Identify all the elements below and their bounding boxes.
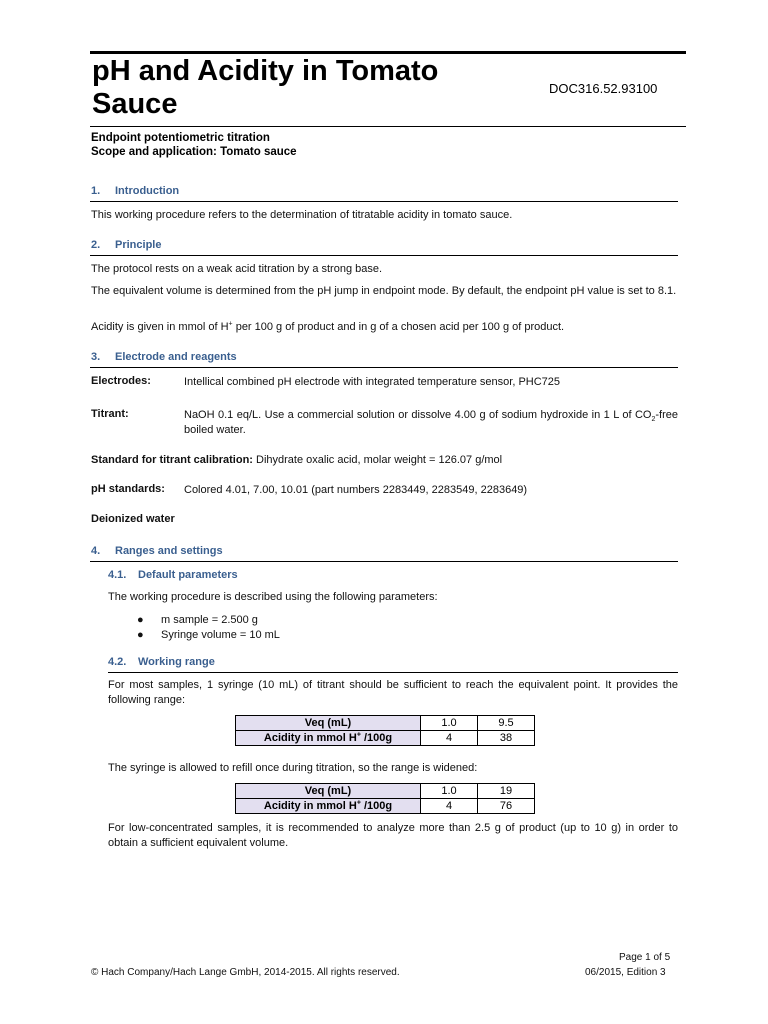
subsection-heading-default-parameters	[108, 569, 238, 581]
table-cell: Veq (mL)	[236, 716, 421, 731]
table-cell	[236, 731, 421, 746]
electrodes-value: Intellical combined pH electrode with integrated temperature sensor, PHC725	[184, 376, 561, 388]
subtitle-scope: Scope and application: Tomato sauce	[91, 146, 297, 158]
section-rule	[90, 561, 678, 562]
text-part: Acidity is given in mmol of H	[91, 321, 229, 333]
introduction-text: This working procedure refers to the determination of titratable acidity in tomato sauce.	[91, 209, 513, 221]
text-part: NaOH 0.1 eq/L. Use a commercial solution or dissolve 4.00 g of sodium hydroxide in 1 L of CO	[184, 409, 652, 421]
list-item-text: Syringe volume = 10 mL	[161, 629, 280, 641]
section-rule	[90, 367, 678, 368]
principle-paragraph-1: The protocol rests on a weak acid titration by a strong base.	[91, 263, 383, 275]
page-number: Page 1 of 5	[619, 952, 671, 963]
list-item	[137, 629, 280, 641]
document-id: DOC316.52.93100	[549, 81, 658, 96]
subsection-number: 4.1.	[108, 569, 127, 581]
ph-standards-label: pH standards:	[91, 483, 165, 495]
section-rule	[90, 255, 678, 256]
working-range-paragraph-2: The syringe is allowed to refill once during titration, so the range is widened:	[108, 762, 478, 774]
table-cell: 4	[421, 799, 478, 814]
table-row	[236, 784, 535, 799]
table-cell: 1.0	[421, 716, 478, 731]
section-number: 2.	[91, 239, 101, 251]
list-item-text: m sample = 2.500 g	[161, 614, 258, 626]
principle-paragraph-3	[91, 320, 678, 335]
subsection-title: Default parameters	[138, 569, 238, 581]
table-cell: 19	[478, 784, 535, 799]
subsection-number: 4.2.	[108, 656, 127, 668]
section-number: 1.	[91, 185, 101, 197]
top-rule	[90, 51, 686, 54]
section-heading-ranges-settings	[91, 545, 678, 557]
subscript: 2	[651, 416, 656, 424]
titrant-label: Titrant:	[91, 408, 129, 420]
table-row	[236, 716, 535, 731]
title-rule	[90, 126, 686, 127]
page-title	[92, 55, 512, 121]
table-row	[236, 731, 535, 746]
section-title: Ranges and settings	[115, 545, 223, 557]
subtitle-method: Endpoint potentiometric titration	[91, 132, 270, 144]
list-item	[137, 614, 258, 626]
range-table-refill	[235, 783, 535, 814]
section-heading-electrode-reagents	[91, 351, 678, 363]
text-part: /100g	[360, 800, 393, 812]
table-cell	[236, 799, 421, 814]
titrant-value	[184, 408, 678, 438]
bullet-icon: ●	[137, 614, 144, 626]
subsection-heading-working-range	[108, 656, 215, 668]
table-cell: 9.5	[478, 716, 535, 731]
copyright: © Hach Company/Hach Lange GmbH, 2014-2015. All rights reserved.	[91, 967, 400, 978]
section-title: Introduction	[115, 185, 180, 197]
standard-line	[91, 453, 678, 468]
superscript: +	[356, 799, 361, 807]
section-heading-principle	[91, 239, 678, 251]
superscript: +	[356, 731, 361, 739]
table-cell: Veq (mL)	[236, 784, 421, 799]
text-part: -free boiled water.	[184, 409, 678, 436]
bullet-icon: ●	[137, 629, 144, 641]
ph-standards-value: Colored 4.01, 7.00, 10.01 (part numbers 2283449, 2283549, 2283649)	[184, 484, 528, 496]
subsection-rule	[108, 672, 678, 673]
table-row	[236, 799, 535, 814]
principle-paragraph-2: The equivalent volume is determined from the pH jump in endpoint mode. By default, the endpoint pH value is set to 8.1.	[91, 285, 677, 297]
table-cell: 4	[421, 731, 478, 746]
working-range-paragraph-1: For most samples, 1 syringe (10 mL) of titrant should be sufficient to reach the equivalent point. It provides the following range:	[108, 679, 678, 706]
section-title: Electrode and reagents	[115, 351, 237, 363]
table-cell: 1.0	[421, 784, 478, 799]
deionized-water-label: Deionized water	[91, 513, 175, 525]
section-number: 3.	[91, 351, 101, 363]
electrodes-label: Electrodes:	[91, 375, 151, 387]
default-parameters-text: The working procedure is described using the following parameters:	[108, 591, 438, 603]
section-title: Principle	[115, 239, 162, 251]
section-number: 4.	[91, 545, 101, 557]
title-line-1: pH and Acidity in Tomato	[92, 55, 439, 87]
standard-value: Dihydrate oxalic acid, molar weight = 126.07 g/mol	[252, 454, 503, 466]
section-rule	[90, 201, 678, 202]
superscript: +	[228, 320, 233, 328]
section-heading-introduction	[91, 185, 678, 197]
text-part: per 100 g of product and in g of a chosen acid per 100 g of product.	[232, 321, 565, 333]
edition: 06/2015, Edition 3	[585, 967, 666, 978]
text-part: Acidity in mmol H	[263, 800, 357, 812]
standard-label: Standard for titrant calibration:	[91, 454, 253, 466]
working-range-paragraph-3: For low-concentrated samples, it is recommended to analyze more than 2.5 g of product (up to 10 g) in order to obtain a sufficient equivalent volume.	[108, 822, 678, 849]
table-cell: 76	[478, 799, 535, 814]
text-part: /100g	[360, 732, 393, 744]
title-line-2: Sauce	[92, 88, 178, 120]
range-table-single-syringe	[235, 715, 535, 746]
text-part: Acidity in mmol H	[263, 732, 357, 744]
table-cell: 38	[478, 731, 535, 746]
subsection-title: Working range	[138, 656, 215, 668]
